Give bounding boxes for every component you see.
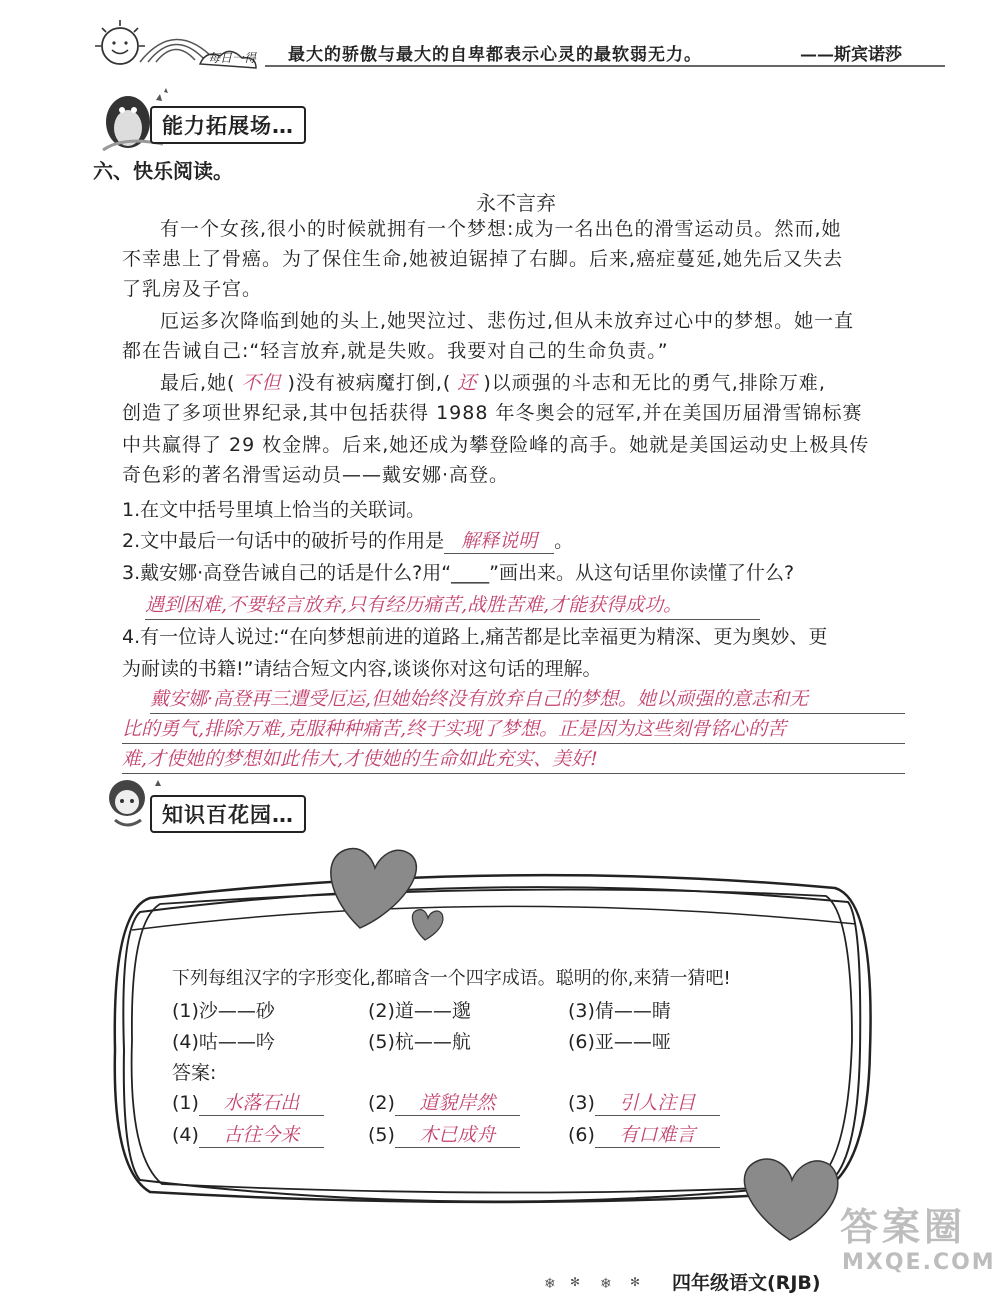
heart-icon <box>331 849 417 928</box>
question-4-answer-line: 难,才使她的梦想如此伟大,才使她的生命如此充实、美好! <box>122 744 905 774</box>
idiom-item: (6)亚——哑 <box>568 1031 671 1053</box>
article-line: 不幸患上了骨癌。为了保住生命,她被迫锯掉了右脚。后来,癌症蔓延,她先后又失去 <box>122 248 844 270</box>
conjunction-answer-2: 还 <box>457 372 478 394</box>
article-text: 最后,她( <box>160 372 236 394</box>
idiom-answer-number: (6) <box>568 1124 595 1146</box>
idiom-answer-text: 道貌岸然 <box>395 1088 520 1116</box>
idiom-answer-number: (2) <box>368 1092 395 1114</box>
article-line: 厄运多次降临到她的头上,她哭泣过、悲伤过,但从未放弃过心中的梦想。她一直 <box>160 310 855 332</box>
footer-decoration <box>540 1268 670 1298</box>
watermark-site: MXQE.COM <box>842 1250 996 1275</box>
idiom-answer <box>368 1088 520 1116</box>
idiom-answer-text: 引人注目 <box>595 1088 720 1116</box>
question-2-suffix: 。 <box>554 530 574 552</box>
exercise-heading: 六、快乐阅读。 <box>93 159 233 183</box>
question-2-text: 2.文中最后一句话中的破折号的作用是 <box>122 530 445 552</box>
question-3: 3.戴安娜·高登告诫自己的话是什么?用“____”画出来。从这句话里你读懂了什么? <box>122 562 795 584</box>
idiom-answer <box>172 1120 324 1148</box>
idiom-answer <box>368 1120 520 1148</box>
idiom-answer <box>568 1088 720 1116</box>
question-3-answer: 遇到困难,不要轻言放弃,只有经历痛苦,战胜苦难,才能获得成功。 <box>145 590 760 620</box>
idiom-item: (1)沙——砂 <box>172 1000 275 1022</box>
idiom-answer-number: (3) <box>568 1092 595 1114</box>
idiom-answer <box>568 1120 720 1148</box>
snowflake-icon: ✻ <box>630 1275 641 1289</box>
footer-grade: 四年级语文(RJB) <box>672 1272 821 1294</box>
idiom-answer-number: (5) <box>368 1124 395 1146</box>
article-line-with-blanks <box>160 370 826 396</box>
question-2 <box>122 526 573 554</box>
conjunction-answer-1: 不但 <box>241 372 282 394</box>
section-title-knowledge: 知识百花园… <box>150 795 306 833</box>
question-4: 4.有一位诗人说过:“在向梦想前进的道路上,痛苦都是比幸福更为精深、更为奥妙、更 <box>122 626 828 648</box>
idiom-item: (2)道——邈 <box>368 1000 471 1022</box>
snowflake-icon: ❄ <box>600 1276 612 1292</box>
idiom-item: (4)咕——吟 <box>172 1031 275 1053</box>
snowflake-icon: ❄ <box>544 1276 556 1292</box>
snowflake-icon: ✻ <box>570 1275 581 1289</box>
article-text: )以顽强的斗志和无比的勇气,排除万难, <box>483 372 826 394</box>
article-text: )没有被病魔打倒,( <box>287 372 452 394</box>
question-4-answer-line: 比的勇气,排除万难,克服种种痛苦,终于实现了梦想。正是因为这些刻骨铭心的苦 <box>122 714 905 744</box>
idiom-answer-text: 水落石出 <box>199 1088 324 1116</box>
article-title: 永不言弃 <box>476 191 556 215</box>
watermark-logo: 答案圈 <box>840 1205 967 1249</box>
idiom-item: (5)杭——航 <box>368 1031 471 1053</box>
idiom-intro: 下列每组汉字的字形变化,都暗含一个四字成语。聪明的你,来猜一猜吧! <box>172 968 731 989</box>
header-quote-author: ——斯宾诺莎 <box>800 45 902 65</box>
article-line: 奇色彩的著名滑雪运动员——戴安娜·高登。 <box>122 464 510 486</box>
article-line: 了乳房及子宫。 <box>122 278 263 300</box>
question-1: 1.在文中括号里填上恰当的关联词。 <box>122 499 426 521</box>
question-2-answer: 解释说明 <box>444 526 554 554</box>
article-line: 都在告诫自己:“轻言放弃,就是失败。我要对自己的生命负责。” <box>122 340 669 362</box>
question-4-answer-line: 戴安娜·高登再三遭受厄运,但她始终没有放弃自己的梦想。她以顽强的意志和无 <box>150 684 905 714</box>
daily-label: 每日一得 <box>208 51 257 65</box>
heart-icon <box>412 910 443 940</box>
idiom-answer-text: 古往今来 <box>199 1120 324 1148</box>
question-4: 为耐读的书籍!”请结合短文内容,谈谈你对这句话的理解。 <box>122 658 602 680</box>
answer-label: 答案: <box>172 1062 217 1084</box>
idiom-item: (3)倩——睛 <box>568 1000 671 1022</box>
article-line: 有一个女孩,很小的时候就拥有一个梦想:成为一名出色的滑雪运动员。然而,她 <box>160 218 842 240</box>
idiom-answer <box>172 1088 324 1116</box>
idiom-answer-text: 有口难言 <box>595 1120 720 1148</box>
heart-icon <box>744 1159 837 1240</box>
article-line: 中共赢得了 29 枚金牌。后来,她还成为攀登险峰的高手。她就是美国运动史上极具传 <box>122 434 870 456</box>
header-quote: 最大的骄傲与最大的自卑都表示心灵的最软弱无力。 <box>288 45 702 65</box>
article-line: 创造了多项世界纪录,其中包括获得 1988 年冬奥会的冠军,并在美国历届滑雪锦标赛 <box>122 402 863 424</box>
sun-icon <box>95 20 145 64</box>
idiom-answer-number: (1) <box>172 1092 199 1114</box>
idiom-answer-text: 木已成舟 <box>395 1120 520 1148</box>
section-title-ability: 能力拓展场… <box>150 106 306 144</box>
idiom-answer-number: (4) <box>172 1124 199 1146</box>
